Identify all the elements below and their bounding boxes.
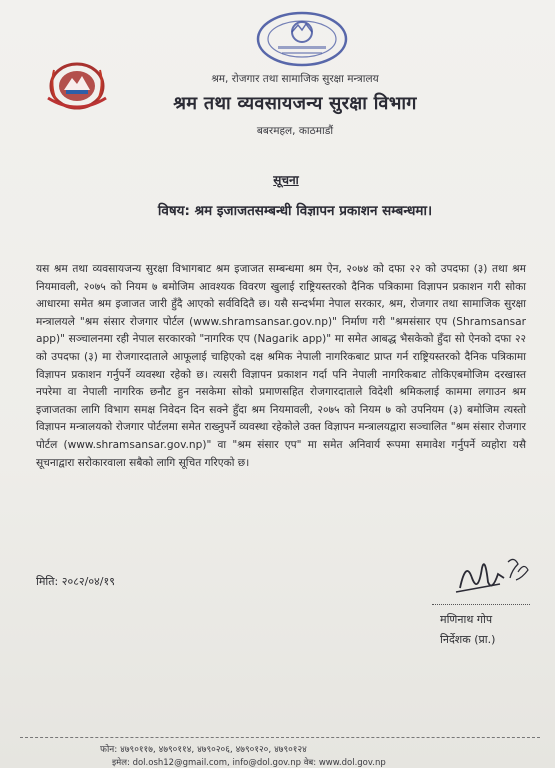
notice-date: मिति: २०८२/०४/१९ xyxy=(36,575,115,588)
ministry-name: श्रम, रोजगार तथा सामाजिक सुरक्षा मन्त्रालय xyxy=(211,73,379,85)
signer-name: मणिनाथ गोप xyxy=(440,613,493,626)
footer-email: इमेल: dol.osh12@gmail.com, info@dol.gov.np वेब: www.dol.gov.np xyxy=(112,758,386,768)
office-location: बबरमहल, काठमाडौं xyxy=(256,125,334,137)
footer-divider xyxy=(20,737,540,738)
notice-title: सूचना xyxy=(273,173,299,187)
handwritten-signature-icon xyxy=(452,548,532,598)
signer-title: निर्देशक (प्रा.) xyxy=(440,633,496,646)
nepal-emblem-icon xyxy=(42,60,112,112)
subject-line: विषय: श्रम इजाजतसम्बन्धी विज्ञापन प्रकाशन सम्बन्धमा। xyxy=(157,203,433,219)
department-name: श्रम तथा व्यवसायजन्य सुरक्षा विभाग xyxy=(173,93,417,114)
signature-line xyxy=(432,604,530,605)
office-seal-icon xyxy=(252,8,352,70)
footer-phone: फोन: ४७९०११७, ४७९०११४, ४७९०२०६, ४७९०१२०, ४७९०१२४ xyxy=(100,745,307,755)
notice-body: यस श्रम तथा व्यवसायजन्य सुरक्षा विभागबाट श्रम इजाजत सम्बन्धमा श्रम ऐन, २०७४ को दफा २२ को उपदफा (३) तथा श्रम नियमावली, २०७५ को नियम ७ बमोजिम आवश्यक विवरण खुलाई राष्ट्रियस्तरको दैनिक पत्रिकामा विज्ञापन प्रकाशन गरी सोका आधारमा समेत श्रम इजाजत जारी हुँदै आएको सर्वविदितै छ। यसै सन्दर्भमा नेपाल सरकार, श्रम, रोजगार तथा सामाजिक सुरक्षा मन्त्रालयले "श्रम संसार रोजगार पोर्टल (www.shramsansar.gov.np)" निर्माण गरी "श्रमसंसार एप (Shramsansar app)" सञ्चालनमा रही नेपाल सरकारको "नागरिक एप (Nagarik app)" मा समेत आबद्ध भैसकेको हुँदा सो ऐनको दफा २२ को उपदफा (३) मा रोजगारदाताले आफूलाई चाहिएको दक्ष श्रमिक नेपाली नागरिकबाट प्राप्त गर्न राष्ट्रियस्तरको दैनिक पत्रिकामा विज्ञापन प्रकाशन गर्नुपर्ने व्यवस्था रहेको छ। त्यसरी विज्ञापन प्रकाशन गर्दा पनि नेपाली नागरिकबाट तोकिएबमोजिम दरखास्त नपरेमा वा नेपाली नागरिक छनौट हुन नसकेमा सोको प्रमाणसहित रोजगारदाताले विदेशी श्रमिकलाई काममा लगाउन श्रम इजाजतका लागि विभाग समक्ष निवेदन दिन सक्ने हुँदा श्रम नियमावली, २०७५ को नियम ७ को उपनियम (३) बमोजिम त्यस्तो विज्ञापन मन्त्रालयको रोजगार पोर्टलमा समेत राख्नुपर्ने व्यवस्था रहेकोले उक्त विज्ञापन मन्त्रालयद्वारा सञ्चालित "श्रम संसार रोजगार पोर्टल (www.shramsansar.gov.np)" वा "श्रम संसार एप" मा समेत अनिवार्य रूपमा समावेश गर्नुपर्ने व्यहोरा यसै सूचनाद्वारा सरोकारवाला सबैको लागि सूचित गरिएको छ। xyxy=(36,263,526,469)
